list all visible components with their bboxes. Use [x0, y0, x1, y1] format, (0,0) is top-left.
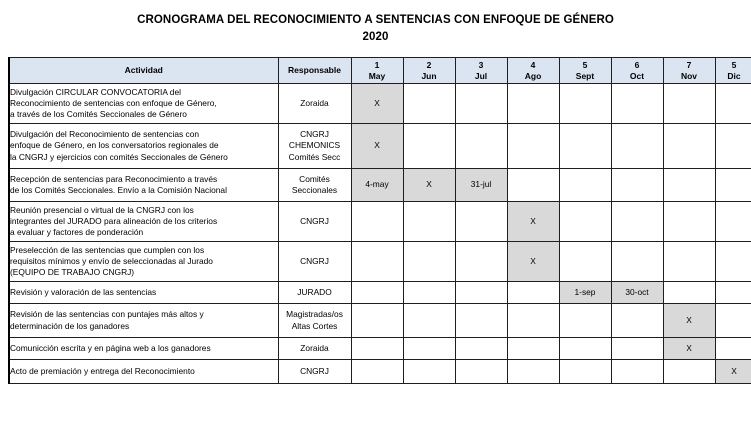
month-cell	[455, 338, 507, 360]
responsible-cell	[278, 242, 351, 282]
table-row	[9, 202, 751, 242]
month-cell	[559, 84, 611, 124]
month-cell	[403, 360, 455, 384]
month-cell: X	[507, 202, 559, 242]
month-number: 1	[374, 59, 380, 70]
month-cell	[455, 242, 507, 282]
month-cell: X	[663, 338, 715, 360]
month-cell: X	[403, 169, 455, 202]
activity-cell	[9, 242, 278, 282]
month-name: Sept	[575, 70, 595, 81]
activity-cell	[9, 360, 278, 384]
month-cell	[351, 242, 403, 282]
responsible-line: CNGRJ	[300, 215, 329, 226]
month-cell: X	[663, 304, 715, 338]
header-month	[611, 58, 663, 84]
month-cell	[715, 202, 751, 242]
activity-line: de los Comités Seccionales. Envío a la Comisión Nacional	[10, 185, 227, 195]
activity-line: integrantes del JURADO para alineación de los criterios	[10, 215, 218, 226]
activity-line: Recepción de sentencias para Reconocimiento a través	[10, 173, 218, 184]
month-cell	[559, 304, 611, 338]
month-cell	[715, 84, 751, 124]
activity-line: Preselección de las sentencias que cumplen con los	[10, 244, 205, 255]
activity-cell	[9, 338, 278, 360]
table-header-row	[9, 58, 751, 84]
month-cell: X	[715, 360, 751, 384]
month-name: Nov	[680, 70, 698, 81]
month-name: Ago	[524, 70, 542, 81]
activity-line: Acto de premiación y entrega del Reconocimiento	[10, 365, 195, 376]
activity-line: Comunicción escrita y en página web a los ganadores	[10, 342, 211, 353]
activity-cell	[9, 304, 278, 338]
responsible-line: Magistradas/os	[286, 309, 343, 320]
header-month	[351, 58, 403, 84]
month-cell	[455, 360, 507, 384]
month-cell	[455, 124, 507, 169]
month-cell	[351, 360, 403, 384]
month-cell	[403, 84, 455, 124]
month-cell: X	[351, 84, 403, 124]
activity-line: Reconocimiento de sentencias con enfoque de Género,	[10, 97, 217, 108]
responsible-line: Altas Cortes	[291, 320, 338, 331]
table-row	[9, 242, 751, 282]
month-cell	[507, 84, 559, 124]
month-cell	[351, 202, 403, 242]
activity-line: requisitos mínimos y envío de seleccionadas al Jurado	[10, 255, 213, 266]
month-cell	[611, 84, 663, 124]
activity-line: Revisión de las sentencias con puntajes más altos y	[10, 309, 204, 320]
activity-line: la CNGRJ y ejercicios con comités Seccionales de Género	[10, 151, 228, 162]
month-cell	[715, 338, 751, 360]
month-number: 5	[582, 59, 588, 70]
activity-line: a través de los Comités Seccionales de Género	[10, 109, 187, 120]
table-row	[9, 282, 751, 304]
month-cell	[663, 282, 715, 304]
month-name: Jul	[474, 70, 488, 81]
responsible-line: Seccionales	[291, 185, 338, 195]
month-cell: 1-sep	[559, 282, 611, 304]
responsible-line: CNGRJ	[300, 255, 329, 266]
responsible-line: CNGRJ	[300, 365, 329, 376]
header-month	[715, 58, 751, 84]
month-cell	[455, 282, 507, 304]
responsible-line: Comités Secc	[288, 151, 341, 162]
schedule-table	[8, 57, 751, 384]
header-month	[559, 58, 611, 84]
month-name: Jun	[421, 70, 437, 81]
month-cell	[507, 282, 559, 304]
month-cell	[715, 124, 751, 169]
responsible-cell	[278, 304, 351, 338]
month-cell: X	[507, 242, 559, 282]
activity-cell	[9, 84, 278, 124]
header-month	[455, 58, 507, 84]
month-cell	[611, 360, 663, 384]
responsible-line: Zoraida	[300, 342, 329, 353]
month-number: 5	[731, 59, 737, 70]
month-cell	[403, 304, 455, 338]
month-cell	[455, 84, 507, 124]
month-number: 4	[530, 59, 536, 70]
responsible-cell	[278, 202, 351, 242]
document-year: 2020	[362, 31, 389, 43]
month-cell	[403, 202, 455, 242]
table-row	[9, 360, 751, 384]
table-row	[9, 304, 751, 338]
activity-cell	[9, 282, 278, 304]
month-cell	[611, 124, 663, 169]
schedule-body	[9, 84, 751, 384]
month-cell	[351, 304, 403, 338]
month-cell	[507, 338, 559, 360]
month-cell	[559, 169, 611, 202]
activity-cell	[9, 169, 278, 202]
responsible-cell	[278, 360, 351, 384]
month-cell	[403, 338, 455, 360]
month-cell	[403, 124, 455, 169]
activity-line: enfoque de Género, en los conversatorios regionales de	[10, 140, 219, 151]
table-row	[9, 338, 751, 360]
table-row	[9, 124, 751, 169]
month-cell	[663, 84, 715, 124]
month-cell	[663, 202, 715, 242]
activity-cell	[9, 124, 278, 169]
month-cell	[715, 242, 751, 282]
responsible-cell	[278, 124, 351, 169]
month-number: 2	[426, 59, 432, 70]
month-cell	[715, 282, 751, 304]
month-cell	[455, 202, 507, 242]
month-cell	[715, 304, 751, 338]
month-cell	[351, 338, 403, 360]
month-cell	[559, 242, 611, 282]
month-cell: 31-jul	[455, 169, 507, 202]
header-month	[663, 58, 715, 84]
month-cell	[715, 169, 751, 202]
month-cell	[663, 124, 715, 169]
header-month	[507, 58, 559, 84]
month-cell	[403, 282, 455, 304]
month-cell	[507, 124, 559, 169]
month-cell	[507, 169, 559, 202]
month-name: Oct	[629, 70, 645, 81]
responsible-line: Zoraida	[300, 97, 329, 108]
activity-cell	[9, 202, 278, 242]
responsible-cell	[278, 169, 351, 202]
header-activity: Actividad	[9, 58, 278, 84]
activity-line: Divulgación CIRCULAR CONVOCATORIA del	[10, 86, 181, 97]
month-cell	[559, 338, 611, 360]
responsible-line: Comités	[299, 173, 330, 184]
month-cell	[403, 242, 455, 282]
month-cell	[507, 304, 559, 338]
month-cell	[559, 360, 611, 384]
table-row	[9, 84, 751, 124]
month-cell	[559, 202, 611, 242]
month-cell	[611, 169, 663, 202]
table-row	[9, 169, 751, 202]
activity-line: (EQUIPO DE TRABAJO CNGRJ)	[10, 267, 135, 278]
month-cell: 4-may	[351, 169, 403, 202]
responsible-line: CNGRJ	[300, 129, 329, 140]
activity-line: Reunión presencial o virtual de la CNGRJ con los	[10, 204, 194, 215]
month-cell	[611, 304, 663, 338]
month-number: 3	[478, 59, 484, 70]
header-responsible: Responsable	[278, 58, 351, 84]
responsible-cell	[278, 84, 351, 124]
month-cell	[611, 338, 663, 360]
month-cell	[663, 169, 715, 202]
activity-line: determinación de los ganadores	[10, 320, 130, 331]
responsible-cell	[278, 282, 351, 304]
responsible-line: CHEMONICS	[288, 140, 341, 151]
header-month	[403, 58, 455, 84]
activity-line: Divulgación del Reconocimiento de sentencias con	[10, 129, 200, 140]
month-cell	[455, 304, 507, 338]
month-name: Dic	[727, 70, 741, 81]
responsible-line: JURADO	[297, 286, 332, 297]
month-cell	[611, 242, 663, 282]
month-number: 7	[686, 59, 692, 70]
activity-line: Revisión y valoración de las sentencias	[10, 286, 157, 297]
month-name: May	[368, 70, 386, 81]
month-cell	[611, 202, 663, 242]
month-cell: X	[351, 124, 403, 169]
month-cell	[663, 360, 715, 384]
month-cell	[351, 282, 403, 304]
month-number: 6	[634, 59, 640, 70]
responsible-cell	[278, 338, 351, 360]
document-title: CRONOGRAMA DEL RECONOCIMIENTO A SENTENCIAS CON ENFOQUE DE GÉNERO	[137, 14, 614, 26]
activity-line: a evaluar y factores de ponderación	[10, 227, 144, 238]
month-cell	[507, 360, 559, 384]
month-cell: 30-oct	[611, 282, 663, 304]
month-cell	[663, 242, 715, 282]
month-cell	[559, 124, 611, 169]
